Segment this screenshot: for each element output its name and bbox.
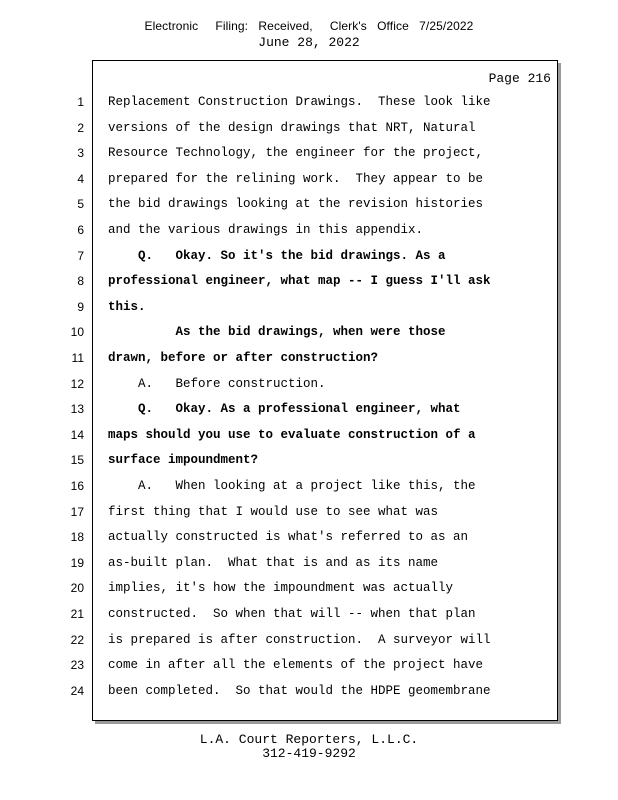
- transcript-line: constructed. So when that will -- when that plan: [108, 607, 476, 621]
- line-number: 22: [70, 633, 84, 647]
- line-number: 3: [77, 146, 84, 160]
- line-number: 9: [77, 300, 84, 314]
- line-number: 18: [70, 530, 84, 544]
- line-number-column: [0, 0, 90, 800]
- line-number: 19: [70, 556, 84, 570]
- page-number: Page 216: [488, 71, 551, 86]
- line-number: 8: [77, 274, 84, 288]
- transcript-line: prepared for the relining work. They appear to be: [108, 172, 484, 186]
- line-number: 2: [77, 121, 84, 135]
- transcript-line: As the bid drawings, when were those: [108, 325, 446, 339]
- line-number: 11: [71, 351, 84, 365]
- transcript-line: surface impoundment?: [108, 453, 259, 467]
- transcript-line: actually constructed is what's referred to as an: [108, 530, 469, 544]
- transcript-line: implies, it's how the impoundment was actually: [108, 581, 454, 595]
- filing-stamp: Electronic Filing: Received, Clerk's Office 7/25/2022: [144, 19, 474, 33]
- line-number: 6: [77, 223, 84, 237]
- transcript-line: as-built plan. What that is and as its name: [108, 556, 439, 570]
- line-number: 5: [77, 197, 84, 211]
- transcript-line: A. Before construction.: [108, 377, 326, 391]
- transcript-line: versions of the design drawings that NRT, Natural: [108, 121, 476, 135]
- transcript-line: come in after all the elements of the project have: [108, 658, 484, 672]
- line-number: 21: [70, 607, 84, 621]
- line-number: 16: [70, 479, 84, 493]
- transcript-line: maps should you use to evaluate construction of a: [108, 428, 476, 442]
- transcript-line: Replacement Construction Drawings. These look like: [108, 95, 491, 109]
- transcript-line: the bid drawings looking at the revision histories: [108, 197, 484, 211]
- line-number: 10: [70, 325, 84, 339]
- transcript-line: this.: [108, 300, 146, 314]
- line-number: 4: [77, 172, 84, 186]
- deposition-date: June 28, 2022: [258, 35, 360, 50]
- transcript-line: first thing that I would use to see what was: [108, 505, 439, 519]
- transcript-line: Resource Technology, the engineer for the project,: [108, 146, 484, 160]
- transcript-line: and the various drawings in this appendix.: [108, 223, 424, 237]
- transcript-line: been completed. So that would the HDPE geomembrane: [108, 684, 491, 698]
- transcript-line: drawn, before or after construction?: [108, 351, 379, 365]
- transcript-line: A. When looking at a project like this, the: [108, 479, 476, 493]
- footer: [0, 733, 618, 761]
- transcript-line: professional engineer, what map -- I guess I'll ask: [108, 274, 491, 288]
- transcript-line: is prepared is after construction. A surveyor will: [108, 633, 491, 647]
- line-number: 13: [70, 402, 84, 416]
- line-number: 17: [70, 505, 84, 519]
- line-number: 14: [70, 428, 84, 442]
- transcript-line: Q. Okay. So it's the bid drawings. As a: [108, 249, 446, 263]
- line-number: 1: [77, 95, 84, 109]
- transcript-line: Q. Okay. As a professional engineer, what: [108, 402, 461, 416]
- reporter-phone: 312-419-9292: [262, 746, 356, 761]
- line-number: 20: [70, 581, 84, 595]
- line-number: 7: [77, 249, 84, 263]
- line-number: 12: [70, 377, 84, 391]
- line-number: 15: [70, 453, 84, 467]
- reporter-company: L.A. Court Reporters, L.L.C.: [199, 732, 419, 747]
- line-number: 24: [70, 684, 84, 698]
- line-number: 23: [70, 658, 84, 672]
